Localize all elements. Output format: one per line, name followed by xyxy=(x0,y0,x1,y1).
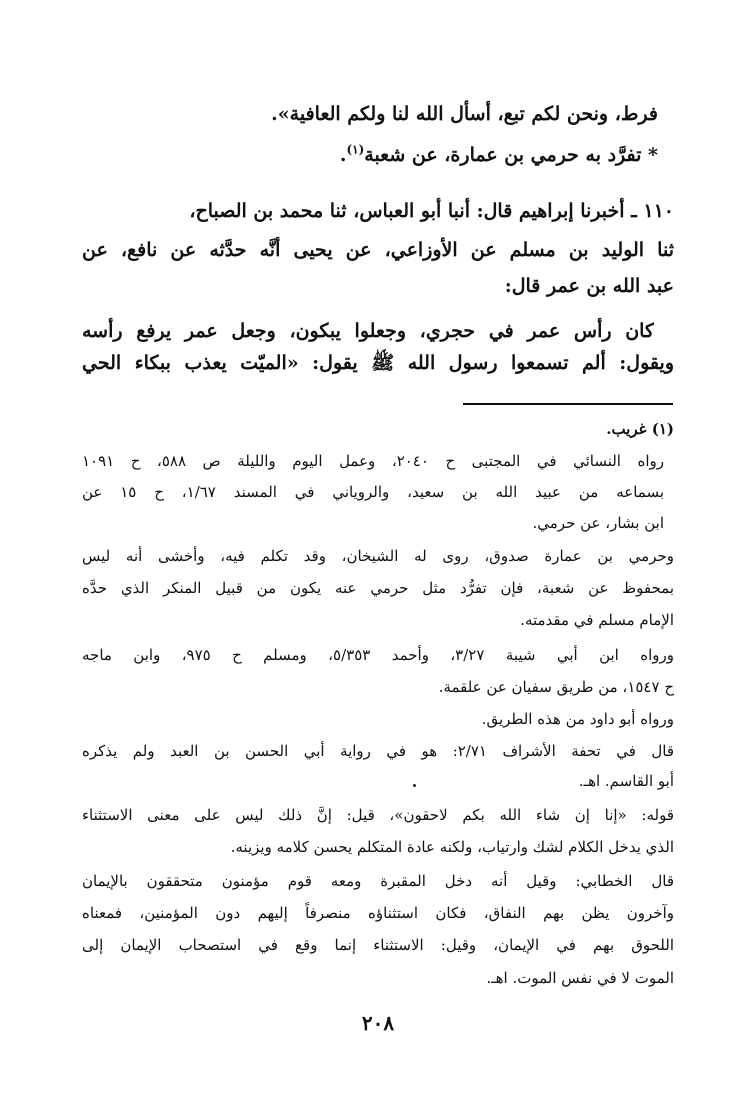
main-line-4: ثنا الوليد بن مسلم عن الأوزاعي، عن يحيى أنَّه حدَّثه عن نافع، عن xyxy=(82,239,674,261)
ink-speck xyxy=(413,784,416,787)
main-line-2 xyxy=(300,137,658,173)
hadith-isnad-start: ـ أخبرنا إبراهيم قال: أنبا أبو العباس، ثنا محمد بن الصباح، xyxy=(189,200,637,222)
footnote-line: وآخرون يظن بهم النفاق، فكان استثناؤه منصرفاً إليهم دون المؤمنين، فمعناه xyxy=(82,904,674,922)
footnote-line: وحرمي بن عمارة صدوق، روى له الشيخان، وقد تكلم فيه، وأخشى أنه ليس xyxy=(82,547,674,565)
footnote-line: الذي يدخل الكلام لشك وارتياب، ولكنه عادة المتكلم يحسن كلامه ويزينه. xyxy=(230,838,674,856)
note-text: * تفرَّد به حرمي بن عمارة، عن شعبة xyxy=(364,144,658,166)
footnote-line: رواه النسائي في المجتبى ح ٢٠٤٠، وعمل اليوم والليلة ص ٥٨٨، ح ١٠٩١ xyxy=(82,452,664,470)
footnote-marker: (١) xyxy=(651,420,674,438)
main-line-3 xyxy=(82,193,674,229)
page-number: ٢٠٨ xyxy=(361,1011,395,1035)
footnote-line: قوله: «إنا إن شاء الله بكم لاحقون»، قيل: إنَّ ذلك ليس على معنى الاستثناء xyxy=(82,806,674,824)
note-end: . xyxy=(339,144,347,166)
footnote-line: أبو القاسم. اهـ. xyxy=(578,772,674,790)
footnote-grade: غريب. xyxy=(606,420,647,438)
main-line-6: كان رأس عمر في حجري، وجعلوا يبكون، وجعل عمر يرفع رأسه xyxy=(82,320,654,342)
footnote-line: اللحوق بهم في الإيمان، وقيل: الاستثناء إنما وقع في استصحاب الإيمان إلى xyxy=(82,936,674,954)
footnote-line: الموت لا في نفس الموت. اهـ. xyxy=(486,969,674,987)
main-line-5: عبد الله بن عمر قال: xyxy=(504,275,674,297)
footnote-line: قال في تحفة الأشراف ٢/٧١: هو في رواية أبي الحسن بن العبد ولم يذكره xyxy=(82,742,674,760)
main-line-1: فرط، ونحن لكم تبع، أسأل الله لنا ولكم العافية». xyxy=(271,103,658,125)
footnote-line: قال الخطابي: وقيل أنه دخل المقبرة ومعه قوم مؤمنون متحققون بالإيمان xyxy=(82,872,674,890)
footnote-line: ورواه أبو داود من هذه الطريق. xyxy=(481,710,674,728)
footnote-ref[interactable]: (١) xyxy=(346,142,365,157)
footnote-line: بسماعه من عبيد الله بن سعيد، والروياني في المسند ١/٦٧، ح ١٥ عن xyxy=(82,483,664,501)
footnote-line: ابن بشار، عن حرمي. xyxy=(532,514,664,532)
footnote-line: ح ١٥٤٧، من طريق سفيان عن علقمة. xyxy=(438,678,674,696)
footnote-line: بمحفوظ عن شعبة، فإن تفرُّد مثل حرمي عنه يكون من قبيل المنكر الذي حدَّه xyxy=(82,579,674,597)
footnote-line: الإمام مسلم في مقدمته. xyxy=(520,611,674,629)
footnote-marker-line xyxy=(500,414,674,444)
footnote-separator xyxy=(463,403,673,405)
hadith-number: ١١٠ xyxy=(643,200,674,222)
footnote-line: ورواه ابن أبي شيبة ٣/٢٧، وأحمد ٥/٣٥٣، ومسلم ح ٩٧٥، وابن ماجه xyxy=(82,646,674,664)
main-line-7: ويقول: ألم تسمعوا رسول الله ﷺ يقول: «الميّت يعذب ببكاء الحي xyxy=(82,352,674,374)
